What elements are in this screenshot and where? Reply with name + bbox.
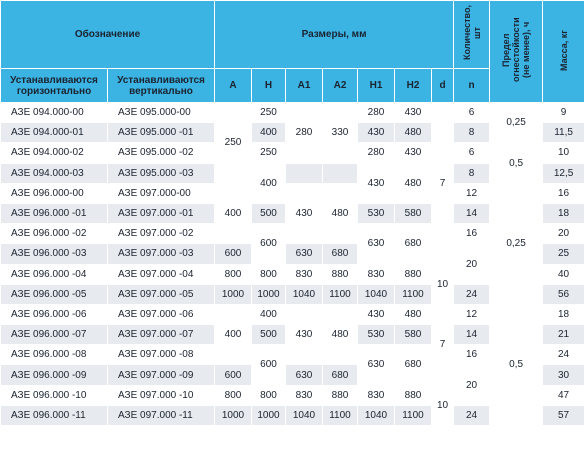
cell-horizontal: АЗЕ 096.000 -04	[1, 264, 108, 284]
cell-n: 8	[454, 163, 490, 183]
cell-a1	[286, 163, 323, 183]
cell-n: 6	[454, 143, 490, 163]
cell-n: 12	[454, 183, 490, 203]
cell-horizontal: АЗЕ 096.000-00	[1, 183, 108, 203]
cell-a1: 630	[286, 244, 323, 264]
cell-mass: 10	[543, 143, 584, 163]
cell-h: 600	[252, 224, 286, 264]
cell-h2: 430	[395, 143, 432, 163]
cell-mass: 20	[543, 224, 584, 244]
cell-vertical: АЗЕ 097.000 -01	[108, 203, 215, 223]
cell-mass: 30	[543, 365, 584, 385]
cell-vertical: АЗЕ 097.000 -11	[108, 405, 215, 425]
cell-h: 500	[252, 325, 286, 345]
cell-h1: 430	[358, 304, 395, 324]
cell-h1: 830	[358, 264, 395, 284]
cell-h: 400	[252, 163, 286, 203]
cell-a: 400	[215, 183, 252, 244]
cell-mass: 47	[543, 385, 584, 405]
cell-a2: 1100	[323, 284, 358, 304]
cell-mass: 18	[543, 304, 584, 324]
cell-h2: 480	[395, 163, 432, 203]
cell-horizontal: АЗЕ 096.000 -05	[1, 284, 108, 304]
cell-d: 7	[432, 103, 454, 265]
cell-a2: 480	[323, 304, 358, 365]
cell-horizontal: АЗЕ 096.000 -09	[1, 365, 108, 385]
cell-n: 16	[454, 224, 490, 244]
cell-n: 16	[454, 345, 490, 365]
cell-mass: 25	[543, 244, 584, 264]
cell-h2: 580	[395, 325, 432, 345]
header-fire-resistance-cell	[490, 1, 543, 103]
cell-fire-resistance: 0,25	[490, 103, 543, 143]
cell-mass: 18	[543, 203, 584, 223]
cell-a1: 280	[286, 103, 323, 164]
cell-horizontal: АЗЕ 094.000-01	[1, 123, 108, 143]
cell-a1: 830	[286, 385, 323, 405]
cell-vertical: АЗЕ 095.000 -02	[108, 143, 215, 163]
cell-a2: 480	[323, 183, 358, 244]
cell-vertical: АЗЕ 095.000 -01	[108, 123, 215, 143]
cell-horizontal: АЗЕ 096.000 -10	[1, 385, 108, 405]
cell-vertical: АЗЕ 097.000 -10	[108, 385, 215, 405]
cell-n: 6	[454, 103, 490, 123]
cell-a2: 330	[323, 103, 358, 164]
cell-horizontal: АЗЕ 096.000 -08	[1, 345, 108, 365]
cell-h1: 1040	[358, 405, 395, 425]
cell-a2: 1100	[323, 405, 358, 425]
header-col-a: A	[215, 69, 252, 103]
cell-n: 24	[454, 284, 490, 304]
cell-a2	[323, 163, 358, 183]
cell-h: 500	[252, 203, 286, 223]
cell-h: 250	[252, 103, 286, 123]
cell-a2: 680	[323, 365, 358, 385]
cell-horizontal: АЗЕ 094.000-03	[1, 163, 108, 183]
cell-h2: 1100	[395, 284, 432, 304]
cell-n: 8	[454, 123, 490, 143]
cell-mass: 24	[543, 345, 584, 365]
cell-a1: 1040	[286, 405, 323, 425]
cell-h2: 880	[395, 264, 432, 284]
header-col-h1: H1	[358, 69, 395, 103]
cell-horizontal: АЗЕ 094.000-00	[1, 103, 108, 123]
cell-a1: 430	[286, 304, 323, 365]
cell-h1: 530	[358, 325, 395, 345]
cell-horizontal: АЗЕ 094.000-02	[1, 143, 108, 163]
cell-a: 600	[215, 365, 252, 385]
cell-vertical: АЗЕ 097.000 -08	[108, 345, 215, 365]
header-mass-cell	[543, 1, 584, 103]
cell-h1: 630	[358, 345, 395, 385]
cell-mass: 9	[543, 103, 584, 123]
cell-h2: 480	[395, 123, 432, 143]
cell-horizontal: АЗЕ 096.000 -03	[1, 244, 108, 264]
cell-h1: 1040	[358, 284, 395, 304]
cell-n: 24	[454, 405, 490, 425]
cell-h: 400	[252, 304, 286, 324]
cell-horizontal: АЗЕ 096.000 -11	[1, 405, 108, 425]
header-mass: Масса, кг	[558, 29, 569, 71]
cell-h: 250	[252, 143, 286, 163]
cell-vertical: АЗЕ 097.000 -05	[108, 284, 215, 304]
cell-mass: 12,5	[543, 163, 584, 183]
cell-h1: 530	[358, 203, 395, 223]
cell-a1: 830	[286, 264, 323, 284]
cell-a2: 680	[323, 244, 358, 264]
cell-d: 10	[432, 264, 454, 304]
cell-vertical: АЗЕ 095.000-00	[108, 103, 215, 123]
cell-n: 14	[454, 325, 490, 345]
header-col-a2: A2	[323, 69, 358, 103]
table-row	[1, 103, 584, 123]
header-dimensions: Размеры, мм	[215, 1, 454, 69]
cell-a: 600	[215, 244, 252, 264]
cell-vertical: АЗЕ 097.000 -03	[108, 244, 215, 264]
cell-vertical: АЗЕ 097.000 -04	[108, 264, 215, 284]
table-row	[1, 183, 584, 203]
cell-a: 800	[215, 264, 252, 284]
cell-h1: 830	[358, 385, 395, 405]
cell-d: 7	[432, 304, 454, 385]
cell-n: 12	[454, 304, 490, 324]
cell-mass: 21	[543, 325, 584, 345]
cell-a1: 430	[286, 183, 323, 244]
cell-a: 1000	[215, 405, 252, 425]
header-col-d: d	[432, 69, 454, 103]
cell-fire-resistance: 0,5	[490, 143, 543, 183]
header-col-h: H	[252, 69, 286, 103]
cell-n: 14	[454, 203, 490, 223]
cell-h: 1000	[252, 284, 286, 304]
cell-vertical: АЗЕ 095.000 -03	[108, 163, 215, 183]
cell-mass: 16	[543, 183, 584, 203]
cell-a: 250	[215, 103, 252, 184]
header-col-h2: H2	[395, 69, 432, 103]
cell-horizontal: АЗЕ 096.000 -01	[1, 203, 108, 223]
cell-mass: 11,5	[543, 123, 584, 143]
cell-h: 600	[252, 345, 286, 385]
cell-a1: 630	[286, 365, 323, 385]
cell-h: 1000	[252, 405, 286, 425]
cell-horizontal: АЗЕ 096.000 -02	[1, 224, 108, 244]
cell-vertical: АЗЕ 097.000 -06	[108, 304, 215, 324]
header-col-a1: A1	[286, 69, 323, 103]
cell-h: 800	[252, 385, 286, 405]
cell-horizontal: АЗЕ 096.000 -06	[1, 304, 108, 324]
cell-a: 400	[215, 304, 252, 365]
cell-vertical: АЗЕ 097.000-00	[108, 183, 215, 203]
cell-h2: 480	[395, 304, 432, 324]
cell-a2: 880	[323, 264, 358, 284]
cell-mass: 57	[543, 405, 584, 425]
table-row	[1, 304, 584, 324]
header-quantity: Количество, шт	[461, 5, 482, 61]
header-col-n: n	[454, 69, 490, 103]
header-quantity-cell	[454, 1, 490, 69]
cell-h1: 630	[358, 224, 395, 264]
cell-vertical: АЗЕ 097.000 -02	[108, 224, 215, 244]
cell-h1: 430	[358, 163, 395, 203]
cell-h1: 430	[358, 123, 395, 143]
cell-a2: 880	[323, 385, 358, 405]
cell-h2: 580	[395, 203, 432, 223]
cell-h2: 880	[395, 385, 432, 405]
header-horizontal: Устанавливаются горизонтально	[1, 69, 108, 103]
cell-horizontal: АЗЕ 096.000 -07	[1, 325, 108, 345]
cell-a: 800	[215, 385, 252, 405]
cell-n: 20	[454, 365, 490, 405]
cell-mass: 56	[543, 284, 584, 304]
cell-h2: 680	[395, 345, 432, 385]
cell-a1: 1040	[286, 284, 323, 304]
cell-d: 10	[432, 385, 454, 425]
cell-vertical: АЗЕ 097.000 -09	[108, 365, 215, 385]
cell-n: 20	[454, 244, 490, 284]
cell-h2: 680	[395, 224, 432, 264]
cell-h: 800	[252, 264, 286, 284]
cell-fire-resistance: 0,5	[490, 304, 543, 425]
cell-a: 1000	[215, 284, 252, 304]
cell-mass: 40	[543, 264, 584, 284]
cell-h1: 280	[358, 103, 395, 123]
header-vertical: Устанавливаются вертикально	[108, 69, 215, 103]
cell-fire-resistance: 0,25	[490, 183, 543, 304]
cell-h: 400	[252, 123, 286, 143]
header-fire-resistance: Предел огнестойкости (не менее), ч	[501, 17, 532, 82]
cell-h1: 280	[358, 143, 395, 163]
cell-h2: 1100	[395, 405, 432, 425]
cell-vertical: АЗЕ 097.000 -07	[108, 325, 215, 345]
header-designation: Обозначение	[1, 1, 215, 69]
cell-h2: 430	[395, 103, 432, 123]
